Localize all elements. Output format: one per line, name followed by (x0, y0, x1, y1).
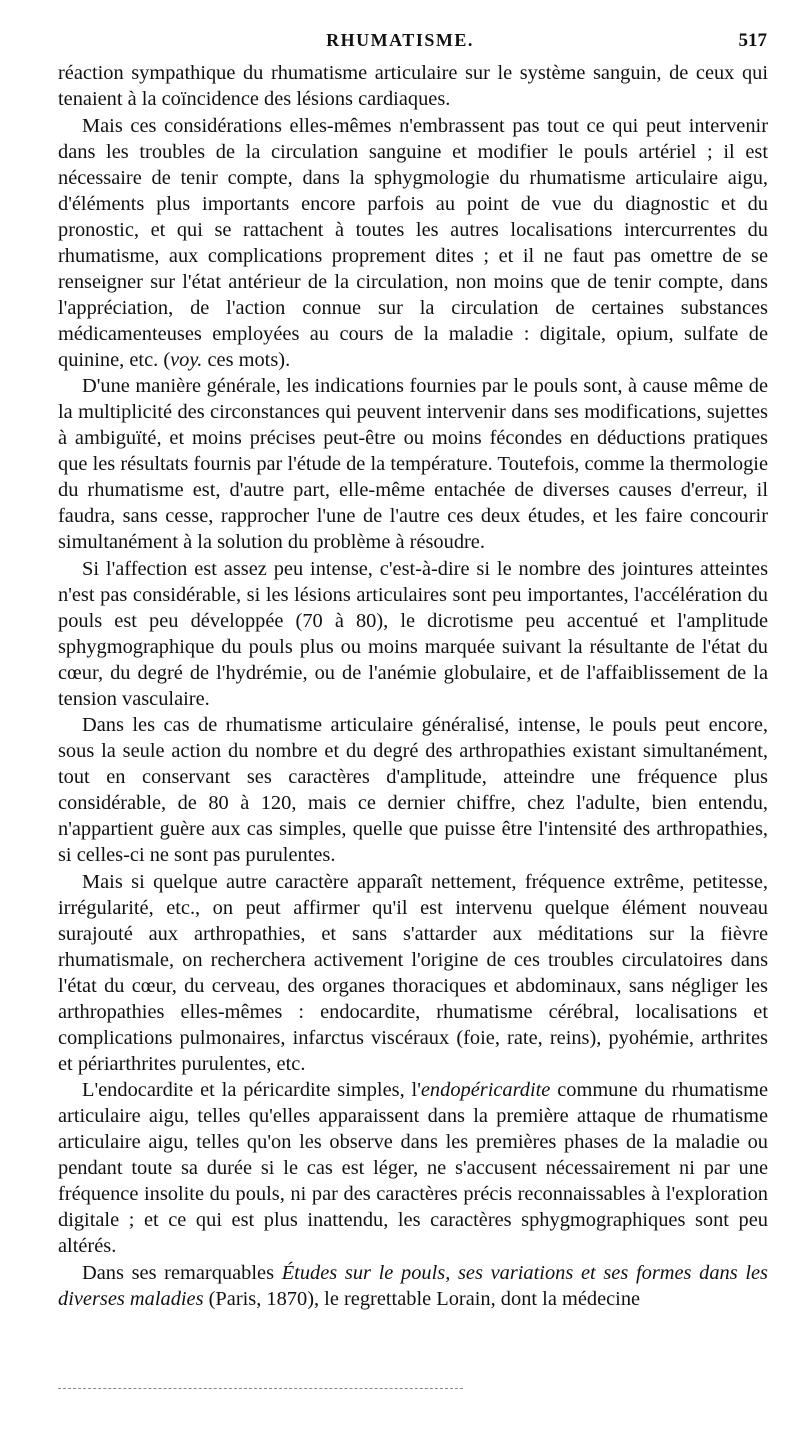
paragraph: Dans les cas de rhumatisme articulaire généralisé, intense, le pouls peut encore, sous la seule action du nombre et du degré des arthropathies existant simultanément, tout en conservant ses caractères d'amplitude, atteindre une fréquence plus considérable, de 80 à 120, mais ce dernier chiffre, chez l'adulte, bien entendu, n'appartient guère aux cas simples, quelle que puisse être l'intensité des arthropathies, si celles-ci ne sont pas purulentes. (58, 714, 768, 866)
italic-book-title: Études sur le pouls, ses variations et ses formes dans les diverses maladies (58, 1261, 768, 1310)
header-title: RHUMATISME. (326, 30, 474, 50)
paragraph: Mais si quelque autre caractère apparaît nettement, fréquence extrême, petitesse, irrégularité, etc., on peut affirmer qu'il est intervenu quelque élément nouveau surajouté aux arthropathies, et sans s'attarder aux méditations sur la fièvre rhumatismale, on recherchera activement l'origine de ces troubles circulatoires dans l'état du cœur, du cerveau, des organes thoraciques et abdominaux, sans négliger les arthropathies elles-mêmes : endocardite, rhumatisme cérébral, localisations et complications pulmonaires, infarctus viscéraux (foie, rate, reins), pyohémie, arthrites et périarthrites purulentes, etc. (58, 870, 768, 1075)
paragraph: Mais ces considérations elles-mêmes n'embrassent pas tout ce qui peut intervenir dans les troubles de la circulation sanguine et modifier le pouls artériel ; il est nécessaire de tenir compte, dans la sphygmologie du rhumatisme articulaire aigu, d'éléments plus importants encore parfois au point de vue du diagnostic et du pronostic, et qui se rattachent à toutes les autres localisations intercurrentes du rhumatisme, aux complications proprement dites ; et il ne faut pas omettre de se renseigner sur l'état antérieur de la circulation, non moins que de tenir compte, dans l'appréciation, de l'action connue sur la circulation de certaines substances médicamenteuses employées au cours de la maladie : digitale, opium, sulfate de quinine, etc. (voy. ces mots). (58, 114, 768, 371)
paragraph: D'une manière générale, les indications fournies par le pouls sont, à cause même de la multiplicité des circonstances qui peuvent intervenir dans ses modifications, sujettes à ambiguïté, et moins précises peut-être ou moins fécondes en déductions pratiques que les résultats fournis par l'étude de la température. Toutefois, comme la thermologie du rhumatisme est, d'autre part, elle-même entachée de diverses causes d'erreur, il faudra, sans cesse, rapprocher l'une de l'autre ces deux études, et les faire concourir simultanément à la solution du problème à résoudre. (58, 375, 768, 553)
paragraph: réaction sympathique du rhumatisme articulaire sur le système sanguin, de ceux qui tenaient à la coïncidence des lésions cardiaques. (58, 62, 768, 110)
paragraph: Si l'affection est assez peu intense, c'est-à-dire si le nombre des jointures atteintes n'est pas considérable, si les lésions articulaires sont peu importantes, l'accélération du pouls est peu développée (70 à 80), le dicrotisme peu accentué et l'amplitude sphygmographique du pouls plus ou moins marquée suivant la résultante de l'état du cœur, du degré de l'hydrémie, ou de l'anémie globulaire, et de l'affaiblissement de la tension vasculaire. (58, 557, 768, 710)
italic-ref: voy. (170, 348, 203, 371)
running-header (0, 30, 800, 56)
body-text (58, 60, 768, 1312)
paragraph: Dans ses remarquables Études sur le pouls, ses variations et ses formes dans les diverses maladies (Paris, 1870), le regrettable Lorain, dont la médecine (58, 1261, 768, 1310)
paragraph: L'endocardite et la péricardite simples, l'endopéricardite commune du rhumatisme articulaire aigu, telles qu'elles apparaissent dans la première attaque de rhumatisme articulaire aigu, telles qu'on les observe dans les premières phases de la maladie ou pendant toute sa durée si le cas est léger, ne s'accusent nécessairement ni par une fréquence insolite du pouls, ni par des caractères précis reconnaissables à l'exploration digitale ; et ce qui est plus inattendu, les caractères sphygmographiques sont peu altérés. (58, 1079, 768, 1257)
page-number: 517 (738, 30, 767, 51)
italic-term: endopéricardite (420, 1079, 551, 1101)
footer-rule (58, 1388, 463, 1389)
